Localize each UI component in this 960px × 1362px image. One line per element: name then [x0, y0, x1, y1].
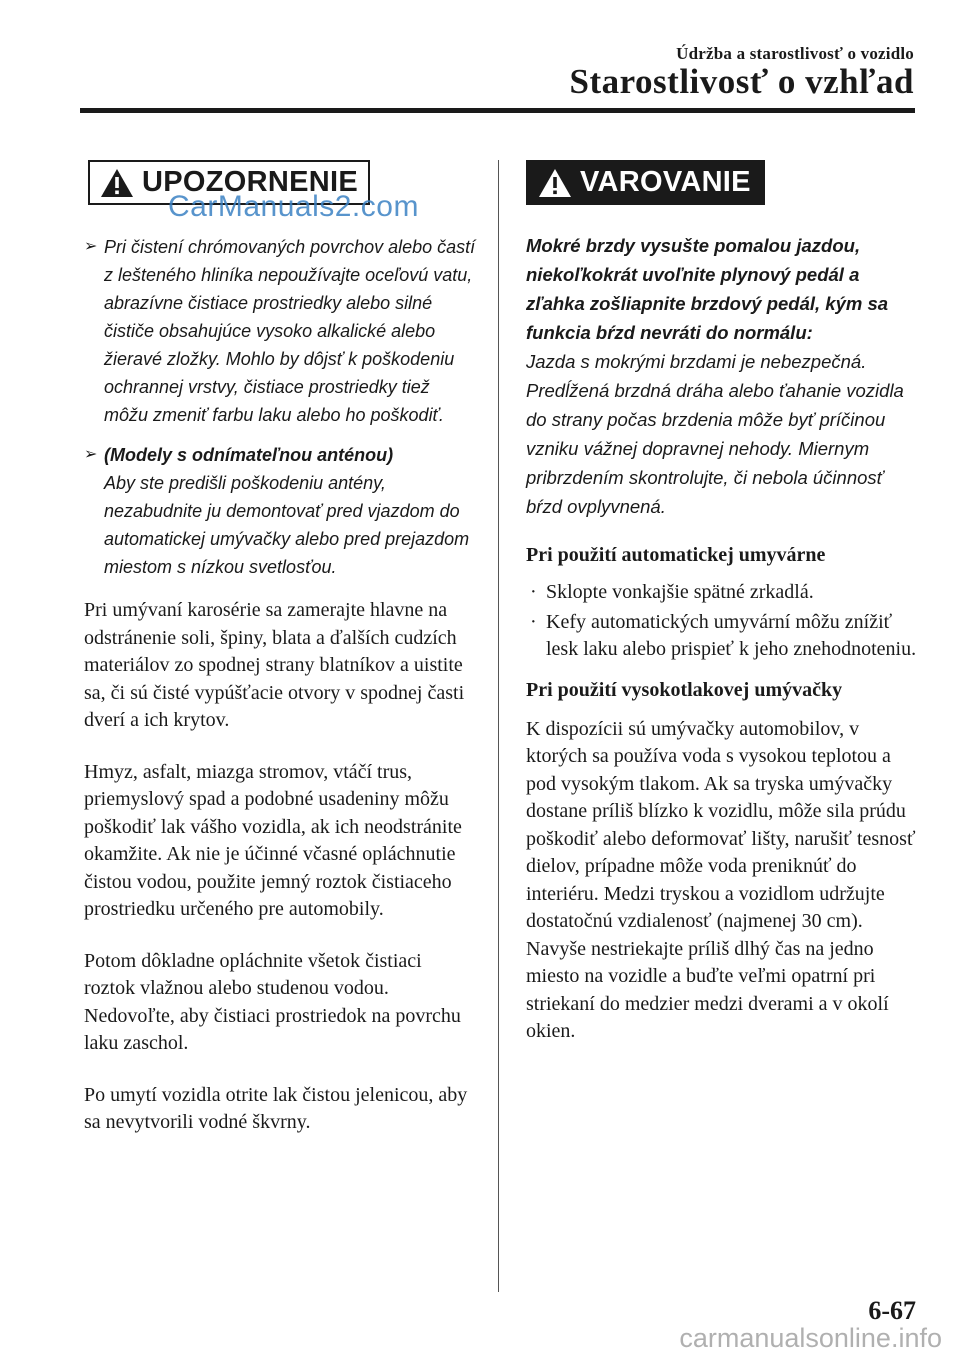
auto-wash-heading: Pri použití automatickej umyvárne — [526, 544, 826, 566]
body-paragraph: Hmyz, asfalt, miazga stromov, vtáčí trus, priemyslový spad a podobné usadeniny môžu poškodiť lak vášho vozidla, ak ich neodstránite okamžite. Ak nie je účinné včasné opláchnutie čistou vodou, použite jemný roztok čistiaceho prostriedku určeného pre automobily. — [84, 760, 462, 920]
watermark-text: CarManuals2.com — [168, 190, 419, 223]
body-paragraph: Po umytí vozidla otrite lak čistou jelenicou, aby sa nevytvorili vodné škvrny. — [84, 1083, 468, 1133]
header-rule — [80, 108, 915, 113]
warning-block — [526, 231, 920, 521]
right-column — [526, 160, 920, 1046]
caution-item-text: Pri čistení chrómovaných povrchov alebo častí z lešteného hliníka nepoužívajte oceľovú vatu, abrazívne čistiace prostriedky alebo silné čističe obsahujúce vysoko alkalické alebo žieravé zložky. Mohlo by dôjsť k poškodeniu ochrannej vrstvy, čistiace prostriedky tiež môžu zmeniť farbu laku alebo ho poškodiť. — [104, 237, 476, 425]
caution-item — [84, 441, 476, 581]
arrow-right-icon: ➢ — [84, 446, 98, 463]
pressure-wash-text: K dispozícii sú umývačky automobilov, v ktorých sa používa voda s vysokou teplotou a pod vysokým tlakom. Ak sa tryska umývačky dostane príliš blízko k vozidlu, môže sila prúdu poškodiť alebo deformovať lišty, narušiť tesnosť dielov, prípadne môže voda preniknúť do interiéru. Medzi tryskou a vozidlom udržujte dostatočnú vzdialenosť (najmenej 30 cm). Navyše nestriekajte príliš dlhý čas na jedno miesto na vozidle a buďte veľmi opatrní pri striekaní do medzier medzi dverami a v okolí okien. — [526, 717, 916, 1042]
page-number: 6-67 — [868, 1296, 916, 1325]
caution-item — [84, 233, 476, 429]
body-paragraph: Potom dôkladne opláchnite všetok čistiaci roztok vlažnou alebo studenou vodou. Nedovoľte, aby čistiaci prostriedok na povrchu laku zaschol. — [84, 949, 461, 1054]
list-item — [526, 609, 920, 664]
list-item — [526, 579, 920, 607]
antenna-text: Aby ste predišli poškodeniu antény, nezabudnite ju demontovať pred vjazdom do automatickej umývačky alebo pred prejazdom miestom s nízkou svetlosťou. — [104, 473, 470, 577]
bullet-dot-icon: · — [530, 581, 537, 603]
bullet-dot-icon: · — [530, 610, 537, 633]
header-section-label: Údržba a starostlivosť o vozidlo — [676, 44, 914, 63]
body-paragraph: Pri umývaní karosérie sa zamerajte hlavne na odstránenie soli, špiny, blata a ďalších cudzích materiálov zo spodnej strany blatníkov a uistite sa, či sú čisté vypúšťacie otvory v spodnej časti dverí a ich krytov. — [84, 599, 465, 731]
list-item-text: Sklopte vonkajšie spätné zrkadlá. — [546, 581, 814, 603]
antenna-heading: (Modely s odnímateľnou anténou) — [104, 445, 394, 465]
list-item-text: Kefy automatických umyvární môžu znížiť lesk laku alebo prispieť k jeho znehodnoteniu. — [546, 610, 917, 660]
header-page-title: Starostlivosť o vzhľad — [569, 62, 914, 101]
caution-label: UPOZORNENIE — [142, 166, 358, 198]
caution-list — [84, 233, 476, 581]
warning-triangle-icon — [538, 168, 572, 198]
arrow-right-icon: ➢ — [84, 238, 98, 255]
warning-bold-text: Mokré brzdy vysušte pomalou jazdou, niekoľkokrát uvoľnite plynový pedál a zľahka zošliapnite brzdový pedál, kým sa funkcia bŕzd nevráti do normálu: — [526, 235, 889, 343]
warning-text: Jazda s mokrými brzdami je nebezpečná. Predĺžená brzdná dráha alebo ťahanie vozidla do strany počas brzdenia môže byť príčinou vzniku vážnej dopravnej nehody. Miernym pribrzdením skontrolujte, či nebola účinnosť bŕzd ovplyvnená. — [526, 351, 904, 517]
pressure-wash-heading: Pri použití vysokotlakovej umývačky — [526, 678, 843, 701]
warning-badge — [526, 160, 765, 205]
warning-label: VAROVANIE — [580, 166, 751, 198]
column-divider — [498, 160, 499, 1292]
auto-wash-list — [526, 579, 920, 664]
footer-link[interactable]: carmanualsonline.info — [679, 1323, 942, 1353]
left-column — [84, 160, 476, 1137]
warning-triangle-icon — [100, 168, 134, 198]
